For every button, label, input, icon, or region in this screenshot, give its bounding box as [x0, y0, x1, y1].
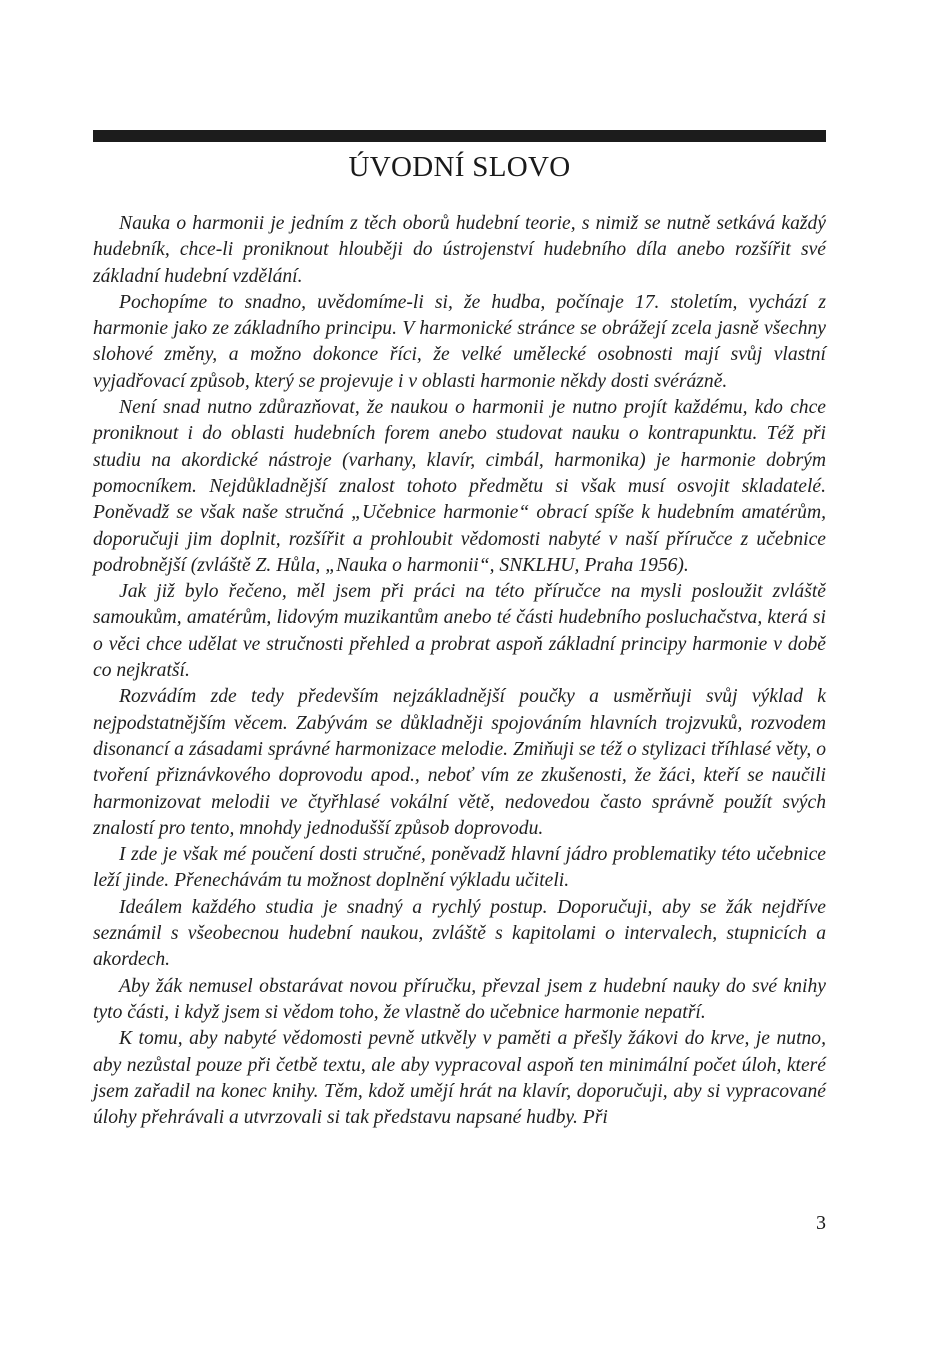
paragraph: Rozvádím zde tedy především nejzákladnější poučky a usměrňuji svůj výklad k nejpodstatnějším věcem. Zabývám se důkladněji spojováním hlavních trojzvuků, rozvodem disonancí a zásadami správné harmonizace melodie. Zmiňuji se též o stylizaci tříhlasé věty, o tvoření přiznávkového doprovodu apod., neboť vím ze zkušenosti, že žáci, kteří se naučili harmonizovat melodii ve čtyřhlasé vokální větě, nedovedou často správně použít svých znalostí pro tento, mnohdy jednodušší způsob doprovodu.: [93, 686, 826, 839]
paragraph: I zde je však mé poučení dosti stručné, poněvadž hlavní jádro problematiky této učebnice leží jinde. Přenechávám tu možnost doplnění výkladu učiteli.: [93, 844, 826, 892]
paragraph: Jak již bylo řečeno, měl jsem při práci na této příručce na mysli posloužit zvláště samoukům, amatérům, lidovým muzikantům anebo té části hudebního posluchačstva, která si o věci chce udělat ve stručnosti přehled a probrat aspoň základní principy harmonie v době co nejkratší.: [93, 581, 826, 682]
body-text: [93, 211, 826, 1131]
page-number: 3: [816, 1212, 826, 1234]
paragraph: Ideálem každého studia je snadný a rychlý postup. Doporučuji, aby se žák nejdříve seznámil s všeobecnou hudební naukou, zvláště s kapitolami o intervalech, stupnicích a akordech.: [93, 896, 826, 971]
paragraph: Pochopíme to snadno, uvědomíme-li si, že hudba, počínaje 17. stoletím, vychází z harmonie jako ze základního principu. V harmonické stránce se obrážejí zcela jasně všechny slohové změny, a možno dokonce říci, že velké umělecké osobnosti mají svůj vlastní vyjadřovací způsob, který se projevuje i v oblasti harmonie někdy dosti svérázně.: [93, 291, 826, 392]
paragraph: Aby žák nemusel obstarávat novou příručku, převzal jsem z hudební nauky do své knihy tyto části, i když jsem si vědom toho, že vlastně do učebnice harmonie nepatří.: [93, 975, 826, 1023]
chapter-title: ÚVODNÍ SLOVO: [348, 151, 571, 183]
chapter-top-rule: [93, 130, 826, 142]
paragraph: Není snad nutno zdůrazňovat, že naukou o harmonii je nutno projít každému, kdo chce proniknout i do oblasti hudebních forem anebo studovat nauku o kontrapunktu. Též při studiu na akordické nástroje (varhany, klavír, cimbál, harmonika) je harmonie dobrým pomocníkem. Nejdůkladnější znalost tohoto předmětu si však musí osvojit skladatelé. Poněvadž se však naše stručná „Učebnice harmonie“ obrací spíše k hudebním amatérům, doporučuji jim doplnit, rozšířit a prohloubit vědomosti nabyté v naší příručce z učebnice podrobnější (zvláště Z. Hůla, „Nauka o harmonii“, SNKLHU, Praha 1956).: [93, 397, 826, 576]
paragraph: K tomu, aby nabyté vědomosti pevně utkvěly v paměti a přešly žákovi do krve, je nutno, aby nezůstal pouze při četbě textu, ale aby vypracoval aspoň ten minimální počet úloh, které jsem zařadil na konec knihy. Těm, kdož umějí hrát na klavír, doporučuji, aby si vypracované úlohy přehrávali a utvrzovali si tak představu napsané hudby. Při: [93, 1028, 826, 1129]
paragraph: Nauka o harmonii je jedním z těch oborů hudební teorie, s nimiž se nutně setkává každý hudebník, chce-li proniknout hlouběji do ústrojenství hudebního díla anebo rozšířit své základní hudební vzdělání.: [93, 213, 826, 287]
